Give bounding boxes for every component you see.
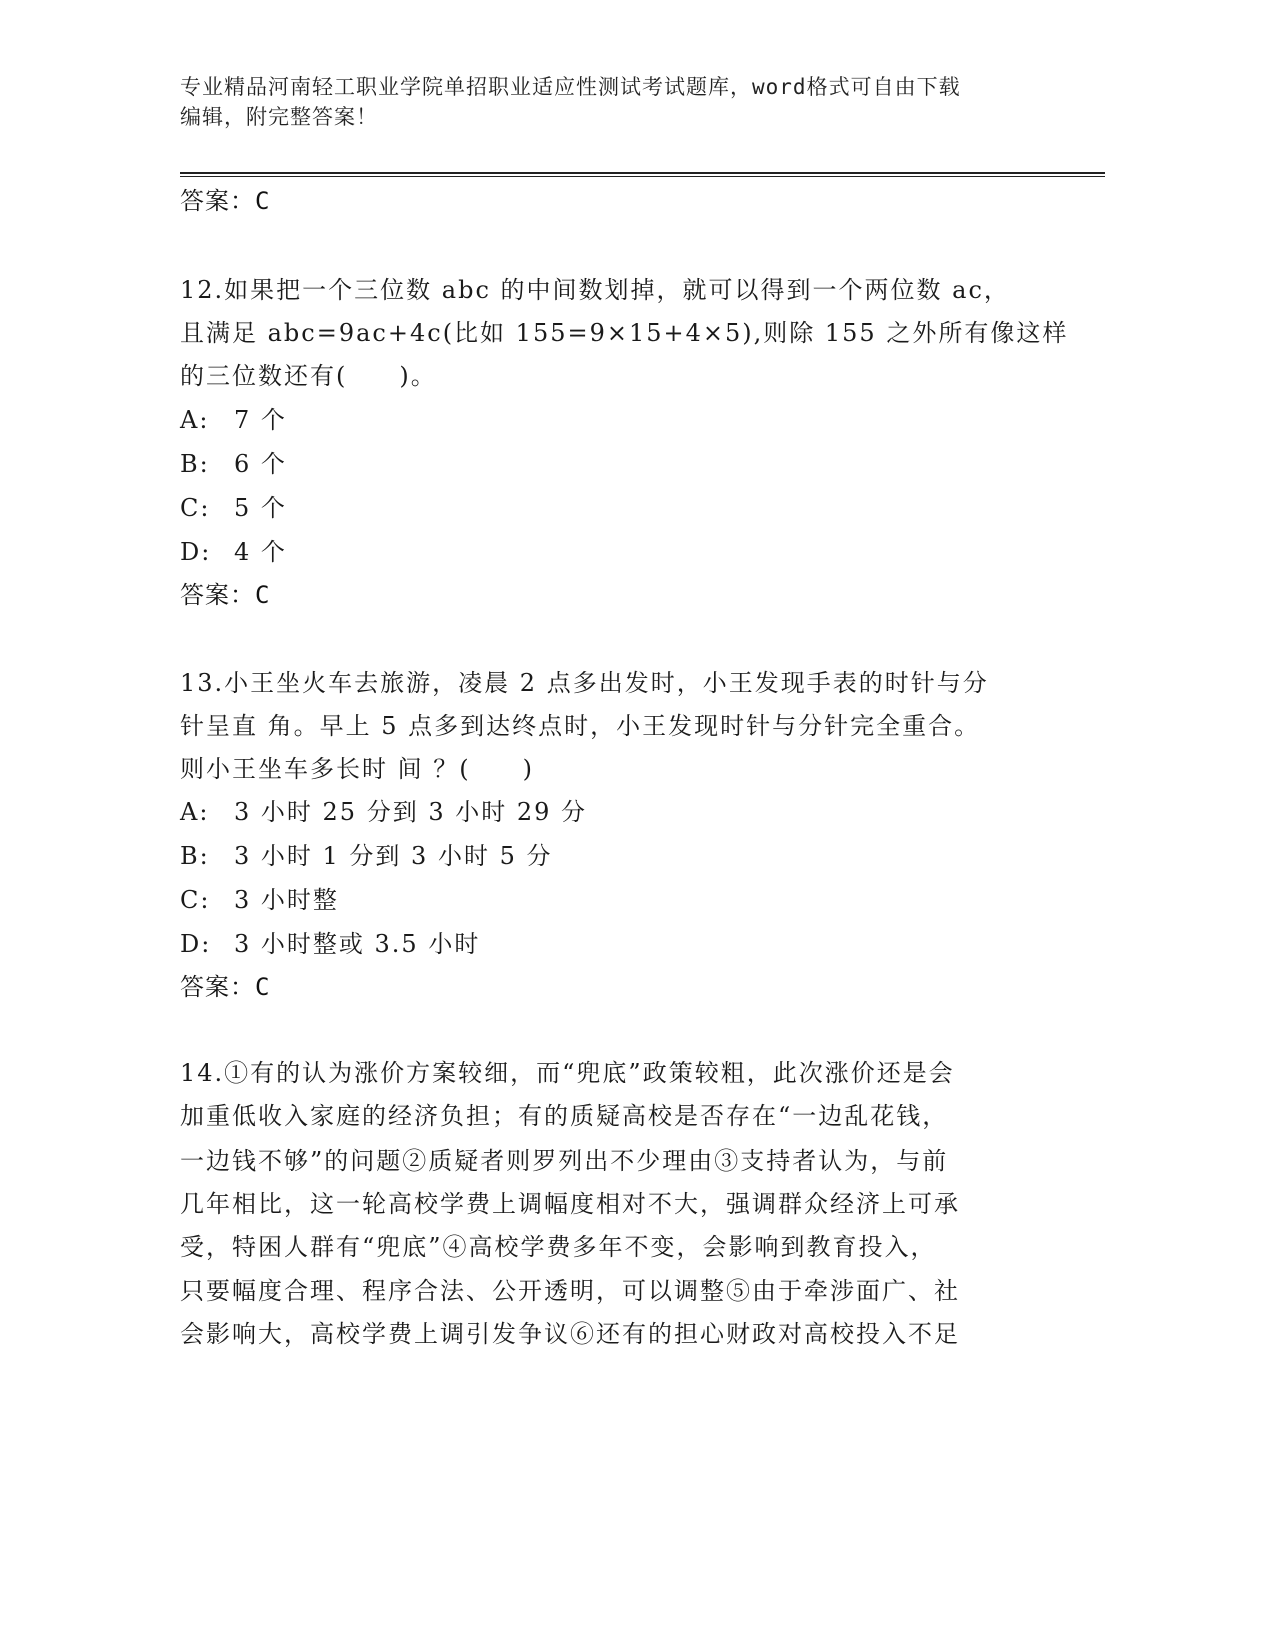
option-text: 3 小时整或 3.5 小时 bbox=[234, 930, 481, 958]
option-label: B: bbox=[180, 450, 210, 478]
option-text: 6 个 bbox=[234, 450, 287, 478]
q13-option-d[interactable] bbox=[180, 929, 480, 959]
q12-option-b[interactable] bbox=[180, 449, 287, 479]
option-label: C: bbox=[180, 494, 211, 522]
q14-line-7: 会影响大，高校学费上调引发争议⑥还有的担心财政对高校投入不足 bbox=[180, 1320, 960, 1348]
option-label: C: bbox=[180, 886, 211, 914]
option-text: 3 小时 25 分到 3 小时 29 分 bbox=[234, 798, 588, 826]
q14-line-5: 受，特困人群有“兜底”④高校学费多年不变，会影响到教育投入， bbox=[180, 1233, 937, 1261]
option-label: D: bbox=[180, 538, 212, 566]
option-label: B: bbox=[180, 842, 210, 870]
q12-option-a[interactable] bbox=[180, 405, 287, 435]
option-label: D: bbox=[180, 930, 212, 958]
header-line-2: 编辑，附完整答案！ bbox=[180, 105, 378, 129]
option-text: 3 小时整 bbox=[234, 886, 339, 914]
header-rule-thin bbox=[180, 176, 1105, 177]
option-label: A: bbox=[180, 798, 210, 826]
q12-line-2: 且满足 abc=9ac+4c(比如 155=9×15+4×5),则除 155 之外所有像这样 bbox=[180, 319, 1069, 347]
option-text: 3 小时 1 分到 3 小时 5 分 bbox=[234, 842, 553, 870]
q13-option-b[interactable] bbox=[180, 841, 552, 871]
q13-line-3: 则小王坐车多长时 间 ？( ) bbox=[180, 755, 534, 783]
q14-line-2: 加重低收入家庭的经济负担；有的质疑高校是否存在“一边乱花钱， bbox=[180, 1102, 949, 1130]
q12-line-3: 的三位数还有( )。 bbox=[180, 362, 437, 390]
option-label: A: bbox=[180, 406, 210, 434]
q12-option-d[interactable] bbox=[180, 537, 287, 567]
answer-prev: 答案：C bbox=[180, 187, 271, 215]
q13-option-c[interactable] bbox=[180, 885, 339, 915]
option-text: 5 个 bbox=[234, 494, 287, 522]
q12-line-1: 12.如果把一个三位数 abc 的中间数划掉，就可以得到一个两位数 ac， bbox=[180, 276, 1010, 304]
page-header bbox=[180, 72, 1040, 132]
q14-line-1: 14.①有的认为涨价方案较细，而“兜底”政策较粗，此次涨价还是会 bbox=[180, 1059, 955, 1087]
q14-line-4: 几年相比，这一轮高校学费上调幅度相对不大，强调群众经济上可承 bbox=[180, 1190, 960, 1218]
header-rule-thick bbox=[180, 172, 1105, 174]
q12-answer: 答案：C bbox=[180, 581, 271, 609]
q13-line-2: 针呈直 角。早上 5 点多到达终点时，小王发现时针与分针完全重合。 bbox=[180, 712, 981, 740]
q13-answer: 答案：C bbox=[180, 973, 271, 1001]
q14-line-6: 只要幅度合理、程序合法、公开透明，可以调整⑤由于牵涉面广、社 bbox=[180, 1277, 960, 1305]
q12-option-c[interactable] bbox=[180, 493, 287, 523]
option-text: 4 个 bbox=[234, 538, 287, 566]
q13-line-1: 13.小王坐火车去旅游，凌晨 2 点多出发时，小王发现手表的时针与分 bbox=[180, 669, 989, 697]
q14-line-3: 一边钱不够”的问题②质疑者则罗列出不少理由③支持者认为，与前 bbox=[180, 1147, 949, 1175]
q13-option-a[interactable] bbox=[180, 797, 587, 827]
option-text: 7 个 bbox=[234, 406, 287, 434]
header-line-1: 专业精品河南轻工职业学院单招职业适应性测试考试题库，word格式可自由下载 bbox=[180, 75, 961, 99]
